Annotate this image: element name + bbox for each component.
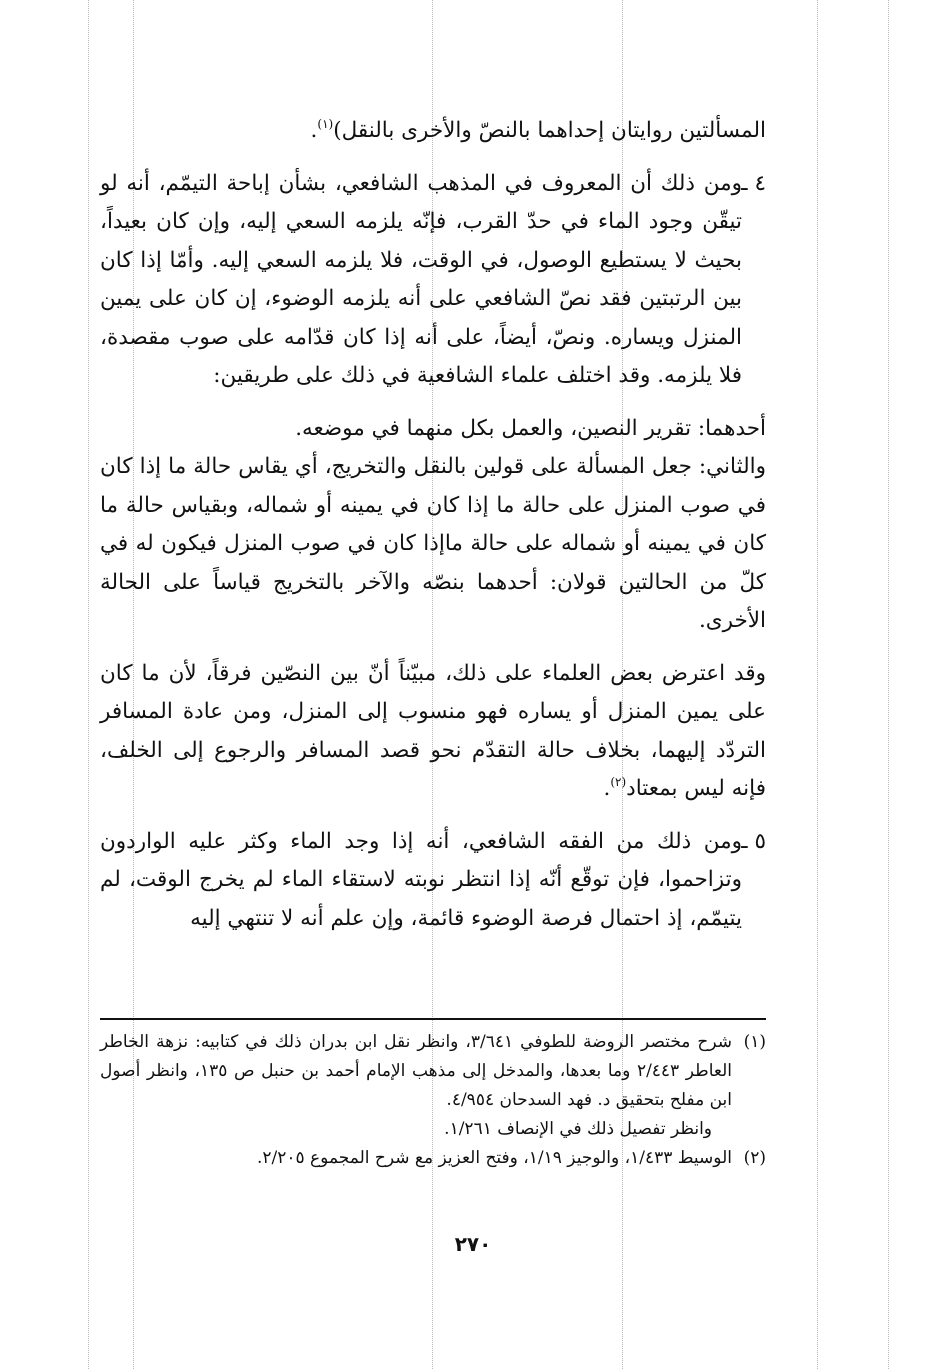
footnote-2 [100, 1144, 766, 1173]
scan-artifact-line [888, 0, 889, 1369]
footnote-1-continuation [100, 1115, 766, 1144]
footnote-mark: (٢) [743, 1148, 766, 1168]
paragraph-text: ومن ذلك من الفقه الشافعي، أنه إذا وجد الماء وكثر عليه الواردون وتزاحموا، فإن توقّع أنّه إذا انتظر نوبته لاستقاء الماء لم يخرج الوقت، لم يتيمّم، إذ احتمال فرصة الوضوء قائمة، وإن علم أنه لا تنتهي إليه [100, 828, 742, 931]
footnote-reference: (١) [317, 117, 334, 131]
paragraph-text: أحدهما: تقرير النصين، والعمل بكل منهما في موضعه. [295, 415, 766, 441]
main-text [100, 112, 766, 938]
paragraph-text: وقد اعترض بعض العلماء على ذلك، مبيّناً أنّ بين النصّين فرقاً، لأن ما كان على يمين المنزل أو يساره فهو منسوب إلى المنزل، ومن عادة المسافر التردّد إليهما، بخلاف حالة التقدّم نحو قصد المسافر والرجوع إلى الخلف، فإنه ليس بمعتاد [100, 660, 766, 801]
paragraph-text: والثاني: جعل المسألة على قولين بالنقل والتخريج، أي يقاس حالة ما إذا كان في صوب المنزل على حالة ما إذا كان في يمينه أو شماله، وبقياس حالة ما كان في يمينه أو شماله على حالة ماإذا كان في صوب المنزل فيكون له في كلّ من الحالتين قولان: أحدهما بنصّه والآخر بالتخريج قياساً على الحالة الأخرى. [100, 454, 766, 633]
paragraph-objection [100, 655, 766, 809]
paragraph-second-way [100, 448, 766, 641]
footnotes [100, 1028, 766, 1173]
punctuation: . [603, 776, 611, 801]
footnote-1 [100, 1028, 766, 1115]
footnote-text: وانظر تفصيل ذلك في الإنصاف ١/٢٦١. [444, 1119, 712, 1139]
paragraph-text: المسألتين روايتان إحداهما بالنصّ والأخرى بالنقل) [333, 118, 766, 143]
paragraph-first-way [100, 410, 766, 449]
paragraph-continuation [100, 112, 766, 151]
scan-artifact-line [817, 0, 818, 1369]
footnote-text: شرح مختصر الروضة للطوفي ٣/٦٤١، وانظر نقل ابن بدران ذلك في كتابيه: نزهة الخاطر العاطر ٢/٤٤٣ وما بعدها، والمدخل إلى مذهب الإمام أحمد بن حنبل ص ١٣٥، وانظر أصول ابن مفلح بتحقيق د. فهد السدحان ٤/٩٥٤. [100, 1032, 733, 1110]
footnote-text: الوسيط ١/٤٣٣، والوجيز ١/١٩، وفتح العزيز مع شرح المجموع ٢/٢٠٥. [256, 1148, 732, 1168]
item-number: ٤ ـ [741, 170, 766, 196]
paragraph-text: ومن ذلك أن المعروف في المذهب الشافعي، بشأن إباحة التيمّم، أنه لو تيقّن وجود الماء في حدّ القرب، فإنّه يلزمه السعي إليه، وإن كان بعيداً، بحيث لا يستطيع الوصول، في الوقت، فلا يلزمه السعي إليه. وأمّا إذا كان بين الرتبتين فقد نصّ الشافعي على أنه يلزمه الوضوء، إن كان على يمين المنزل ويساره. ونصّ، أيضاً، على أنه إذا كان قدّامه على صوب مقصدة، فلا يلزمه. وقد اختلف علماء الشافعية في ذلك على طريقين: [100, 170, 742, 388]
punctuation: . [310, 118, 318, 143]
page-number: ٢٧٠ [454, 1232, 492, 1256]
scan-artifact-line [88, 0, 89, 1369]
footnote-separator [100, 1018, 766, 1020]
footnote-reference: (٢) [610, 775, 627, 789]
footnote-mark: (١) [743, 1032, 766, 1052]
list-item-5 [100, 823, 766, 939]
list-item-4 [100, 165, 766, 396]
item-number: ٥ ـ [741, 828, 766, 854]
